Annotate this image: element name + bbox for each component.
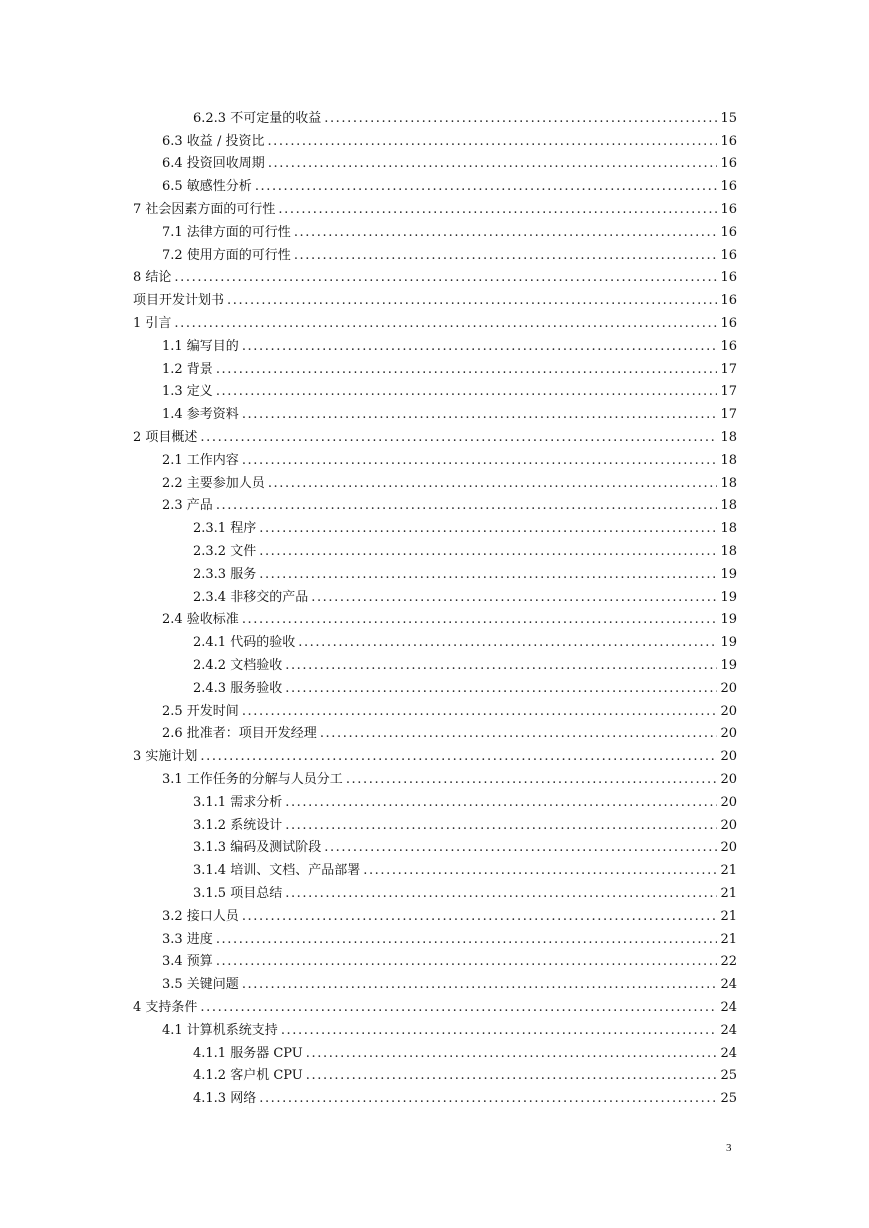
toc-entry-title: 2.3.4 非移交的产品 [193,589,309,605]
toc-entry-page: 24 [720,1045,737,1061]
toc-entry[interactable] [133,309,737,332]
dot-leader [285,681,717,697]
dot-leader [174,270,717,286]
toc-entry-title: 2.4.3 服务验收 [193,680,283,696]
dot-leader [216,498,718,514]
toc-entry-page: 21 [720,863,737,879]
toc-entry[interactable] [162,1016,737,1039]
toc-entry-title: 3.1.4 培训、文档、产品部署 [193,863,361,879]
toc-entry[interactable] [162,469,737,492]
toc-entry-page: 19 [720,612,737,628]
dot-leader [200,1000,717,1016]
dot-leader [242,339,718,355]
toc-entry-page: 16 [720,338,737,354]
dot-leader [278,202,717,218]
dot-leader [200,749,717,765]
dot-leader [306,1068,718,1084]
toc-entry-page: 19 [720,566,737,582]
toc-entry[interactable] [133,993,737,1016]
toc-entry-title: 6.5 敏感性分析 [162,179,252,195]
dot-leader [285,818,717,834]
toc-entry-title: 6.4 投资回收周期 [162,156,265,172]
toc-entry[interactable] [162,332,737,355]
dot-leader [346,772,718,788]
toc-entry-page: 18 [720,543,737,559]
dot-leader [242,407,718,423]
dot-leader [285,658,717,674]
toc-entry-page: 20 [720,817,737,833]
dot-leader [227,293,717,309]
toc-entry-title: 项目开发计划书 [133,293,225,309]
dot-leader [216,954,718,970]
toc-entry-title: 4.1.3 网络 [193,1091,257,1107]
toc-entry[interactable] [162,241,737,264]
toc-entry-page: 18 [720,521,737,537]
dot-leader [285,795,717,811]
toc-entry-page: 17 [720,384,737,400]
toc-entry-title: 6.2.3 不可定量的收益 [193,110,322,126]
toc-entry[interactable] [193,628,737,651]
toc-entry-title: 2.3 产品 [162,498,213,514]
toc-entry-page: 21 [720,931,737,947]
toc-entry[interactable] [162,378,737,401]
toc-entry-title: 2.1 工作内容 [162,452,239,468]
toc-entry-page: 18 [720,475,737,491]
toc-entry-title: 4.1.2 客户机 CPU [193,1068,303,1084]
toc-entry-page: 19 [720,657,737,673]
toc-entry-page: 20 [720,680,737,696]
dot-leader [216,932,718,948]
toc-entry[interactable] [162,948,737,971]
toc-entry[interactable] [133,742,737,765]
toc-entry-page: 18 [720,498,737,514]
toc-entry-page: 18 [720,452,737,468]
page-number: 3 [726,1142,732,1154]
toc-entry-title: 1.3 定义 [162,384,213,400]
toc-entry-title: 6.3 收益 / 投资比 [162,133,265,149]
toc-entry-title: 1 引言 [133,315,172,331]
toc-entry-title: 3.1.1 需求分析 [193,794,283,810]
toc-entry-title: 7 社会因素方面的可行性 [133,201,276,217]
toc-entry-title: 2.6 批准者：项目开发经理 [162,726,317,742]
dot-leader [294,225,718,241]
toc-entry-title: 3.2 接口人员 [162,908,239,924]
toc-entry-page: 20 [720,771,737,787]
toc-entry-page: 16 [720,156,737,172]
toc-entry-page: 25 [720,1091,737,1107]
dot-leader [255,179,718,195]
dot-leader [259,1091,717,1107]
dot-leader [242,704,718,720]
dot-leader [285,886,717,902]
toc-entry[interactable] [162,150,737,173]
toc-entry[interactable] [193,879,737,902]
toc-entry-title: 3.1.3 编码及测试阶段 [193,840,322,856]
dot-leader [242,612,718,628]
toc-entry-title: 3.3 进度 [162,931,213,947]
dot-leader [242,909,718,925]
toc-entry-title: 2.3.3 服务 [193,566,257,582]
toc-entry-page: 19 [720,589,737,605]
dot-leader [242,453,718,469]
toc-entry[interactable] [162,697,737,720]
toc-entry[interactable] [162,172,737,195]
toc-entry-title: 1.1 编写目的 [162,338,239,354]
toc-entry-page: 25 [720,1068,737,1084]
toc-entry[interactable] [193,1062,737,1085]
toc-entry-title: 4 支持条件 [133,999,198,1015]
dot-leader [268,476,718,492]
toc-entry-page: 17 [720,361,737,377]
toc-entry[interactable] [162,400,737,423]
toc-entry-title: 3.1 工作任务的分解与人员分工 [162,771,343,787]
toc-entry-page: 18 [720,429,737,445]
toc-entry-page: 16 [720,133,737,149]
dot-leader [306,1046,718,1062]
toc-entry[interactable] [193,583,737,606]
toc-entry-page: 16 [720,224,737,240]
toc-entry-title: 3.1.5 项目总结 [193,885,283,901]
toc-entry[interactable] [193,674,737,697]
toc-entry-title: 4.1 计算机系统支持 [162,1022,278,1038]
toc-entry-title: 1.4 参考资料 [162,407,239,423]
toc-entry-page: 16 [720,293,737,309]
toc-entry-page: 16 [720,201,737,217]
toc-entry[interactable] [162,765,737,788]
toc-entry-page: 16 [720,179,737,195]
toc-entry-page: 20 [720,840,737,856]
toc-entry-page: 20 [720,749,737,765]
dot-leader [174,316,717,332]
toc-entry-page: 24 [720,1022,737,1038]
toc-entry[interactable] [162,720,737,743]
toc-entry[interactable] [193,514,737,537]
toc-entry-title: 2.4.1 代码的验收 [193,635,296,651]
toc-entry-title: 2.3.2 文件 [193,543,257,559]
toc-entry[interactable] [133,195,737,218]
toc-entry[interactable] [162,127,737,150]
toc-entry[interactable] [193,788,737,811]
toc-entry[interactable] [193,104,737,127]
dot-leader [216,362,718,378]
toc-entry-title: 2.4.2 文档验收 [193,657,283,673]
toc-entry-page: 20 [720,703,737,719]
dot-leader [298,635,717,651]
toc-entry-page: 22 [720,954,737,970]
toc-entry-page: 21 [720,885,737,901]
toc-entry-title: 3.5 关键问题 [162,977,239,993]
toc-entry[interactable] [162,925,737,948]
toc-entry-page: 20 [720,794,737,810]
dot-leader [242,977,718,993]
toc-entry-title: 7.2 使用方面的可行性 [162,247,291,263]
dot-leader [259,544,717,560]
toc-entry[interactable] [133,264,737,287]
toc-entry-title: 2.4 验收标准 [162,612,239,628]
toc-entry[interactable] [193,834,737,857]
toc-entry-page: 19 [720,635,737,651]
toc-entry-title: 3 实施计划 [133,749,198,765]
dot-leader [216,384,718,400]
toc-entry-page: 21 [720,908,737,924]
toc-entry-page: 16 [720,315,737,331]
toc-entry-title: 7.1 法律方面的可行性 [162,224,291,240]
toc-entry[interactable] [162,970,737,993]
toc-entry-title: 3.1.2 系统设计 [193,817,283,833]
toc-entry-page: 20 [720,726,737,742]
toc-entry-page: 24 [720,999,737,1015]
dot-leader [324,840,717,856]
toc-entry[interactable] [193,537,737,560]
dot-leader [320,726,718,742]
toc-entry[interactable] [162,218,737,241]
toc-entry-title: 4.1.1 服务器 CPU [193,1045,303,1061]
dot-leader [281,1023,718,1039]
toc-entry[interactable] [162,902,737,925]
dot-leader [259,567,717,583]
toc-entry-page: 16 [720,270,737,286]
dot-leader [259,521,717,537]
toc-entry[interactable] [162,606,737,629]
toc-entry-title: 3.4 预算 [162,954,213,970]
dot-leader [311,590,717,606]
toc-entry-title: 2.5 开发时间 [162,703,239,719]
toc-entry[interactable] [193,1039,737,1062]
dot-leader [200,430,717,446]
toc-entry[interactable] [162,355,737,378]
toc-entry[interactable] [162,492,737,515]
toc-entry-title: 8 结论 [133,270,172,286]
dot-leader [267,134,717,150]
toc-entry[interactable] [133,286,737,309]
toc-entry-title: 2.2 主要参加人员 [162,475,265,491]
toc-entry[interactable] [193,811,737,834]
toc-entry[interactable] [193,560,737,583]
dot-leader [294,248,718,264]
toc-entry[interactable] [193,651,737,674]
toc-entry[interactable] [193,1084,737,1107]
dot-leader [324,111,717,127]
toc-entry-title: 2.3.1 程序 [193,521,257,537]
toc-entry-page: 15 [720,110,737,126]
toc-entry[interactable] [162,446,737,469]
toc-entry-title: 1.2 背景 [162,361,213,377]
toc-entry[interactable] [193,856,737,879]
toc-entry-page: 24 [720,977,737,993]
toc-entry[interactable] [133,423,737,446]
dot-leader [363,863,717,879]
dot-leader [268,156,718,172]
toc-entry-title: 2 项目概述 [133,429,198,445]
toc-entry-page: 17 [720,407,737,423]
toc-entry-page: 16 [720,247,737,263]
